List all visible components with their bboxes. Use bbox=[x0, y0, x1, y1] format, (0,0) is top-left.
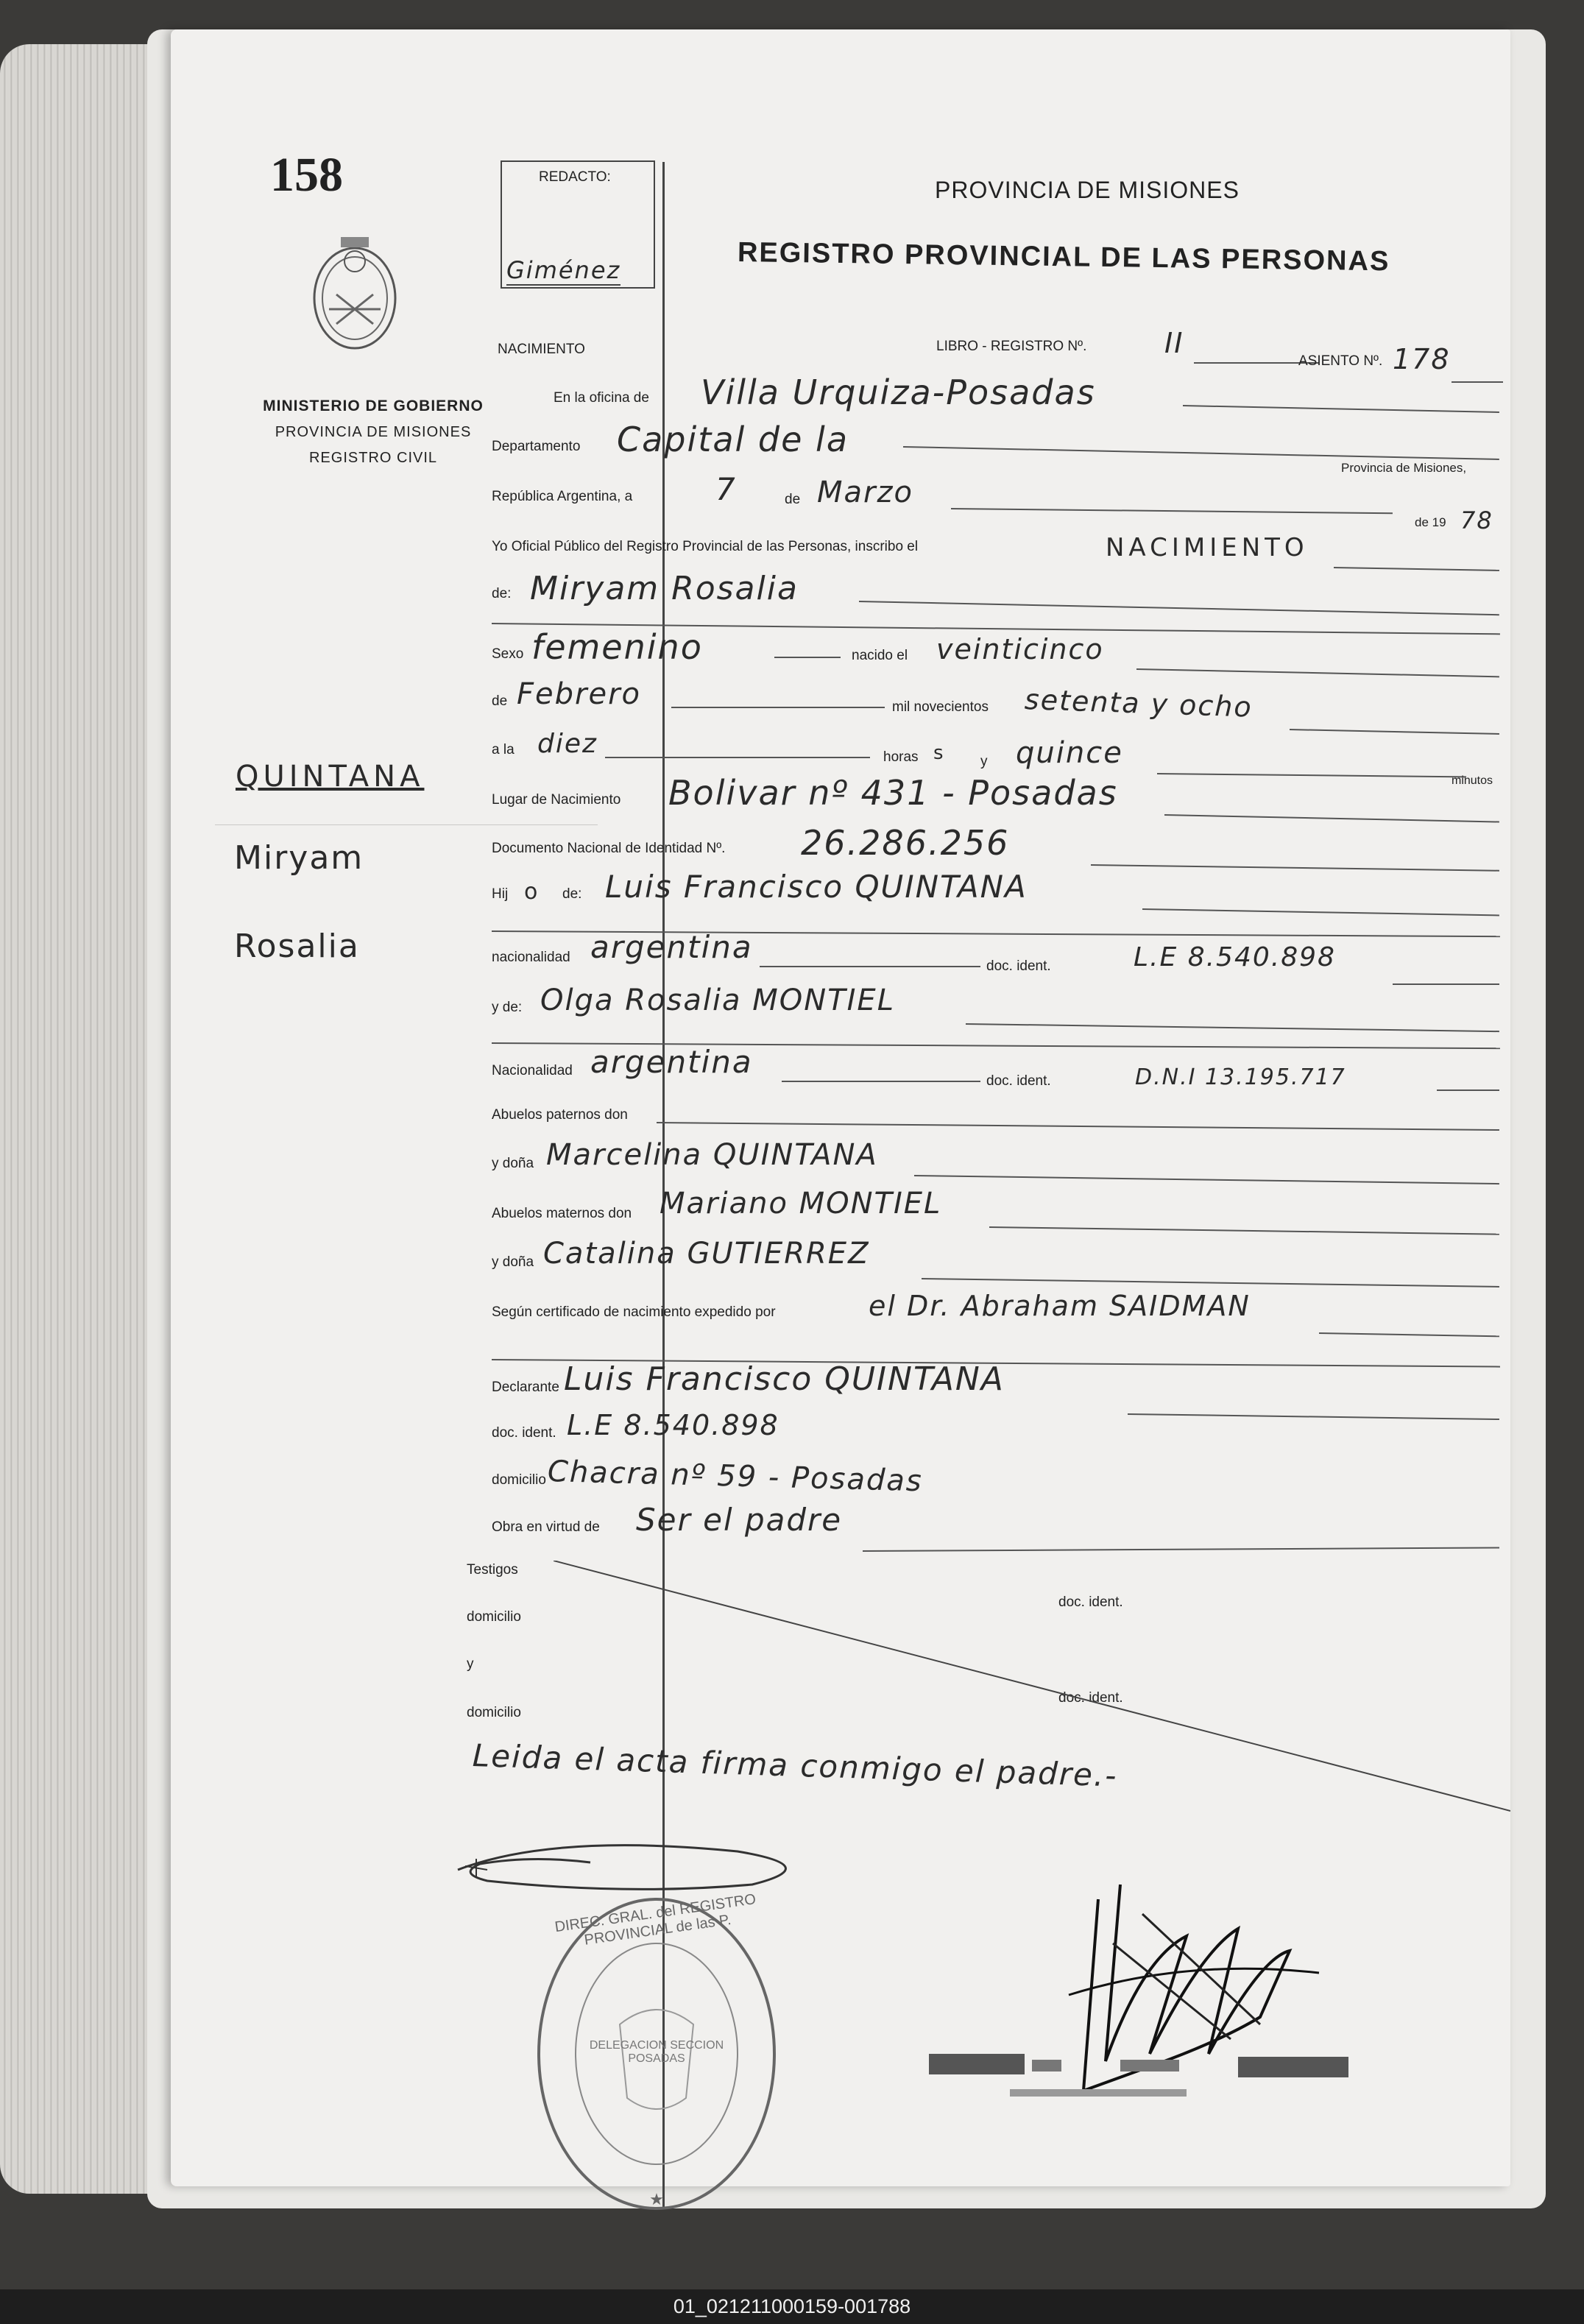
declarante-label: Declarante bbox=[492, 1380, 559, 1395]
testigos-label: Testigos bbox=[467, 1562, 518, 1578]
redacto-value: Giménez bbox=[506, 256, 621, 284]
minutos-value: quince bbox=[1016, 736, 1123, 770]
ala-label: a la bbox=[492, 742, 515, 757]
docident4-label: doc. ident. bbox=[1058, 1594, 1123, 1610]
abuelos-mat-label: Abuelos maternos don bbox=[492, 1206, 632, 1221]
inscribo-value: NACIMIENTO bbox=[1106, 533, 1309, 562]
sexo-value: femenino bbox=[531, 627, 703, 667]
libro-value: II bbox=[1164, 327, 1184, 359]
ministry-line1: MINISTERIO DE GOBIERNO bbox=[263, 398, 484, 414]
de-nombre-label: de: bbox=[492, 586, 512, 601]
asiento-label: ASIENTO Nº. bbox=[1298, 353, 1383, 369]
redacto-label: REDACTO: bbox=[539, 169, 611, 185]
anio-label: de 19 bbox=[1415, 515, 1446, 529]
nacionalidad1-label: nacionalidad bbox=[492, 950, 570, 965]
ministry-block bbox=[215, 398, 531, 467]
domicilio-label: domicilio bbox=[492, 1472, 546, 1488]
ydona2-label: y doña bbox=[492, 1254, 534, 1270]
anio-nac-value: setenta y ocho bbox=[1024, 683, 1254, 724]
nacionalidad2-value: argentina bbox=[590, 1044, 753, 1080]
coat-of-arms-icon bbox=[307, 228, 403, 353]
register-page bbox=[171, 29, 1510, 2208]
abuela-pat-value: Marcelina QUINTANA bbox=[546, 1138, 878, 1172]
stamp-inner-text: DELEGACION SECCION POSADAS bbox=[589, 2039, 724, 2065]
departamento-value: Capital de la bbox=[617, 420, 849, 459]
docident2-value: D.N.I 13.195.717 bbox=[1135, 1064, 1346, 1090]
oficina-label: En la oficina de bbox=[554, 390, 649, 406]
anio-value: 78 bbox=[1460, 506, 1493, 534]
dni-value: 26.286.256 bbox=[801, 823, 1010, 863]
flourish-scribble bbox=[443, 1826, 826, 1899]
domicilio3-label: domicilio bbox=[467, 1705, 521, 1720]
obra-label: Obra en virtud de bbox=[492, 1519, 600, 1535]
nacionalidad2-label: Nacionalidad bbox=[492, 1063, 573, 1078]
svg-text:★: ★ bbox=[649, 2190, 664, 2208]
nacimiento-label: NACIMIENTO bbox=[498, 342, 585, 357]
mes-nac-value: Febrero bbox=[517, 677, 641, 711]
docident3-value: L.E 8.540.898 bbox=[567, 1409, 779, 1441]
provincia-label: Provincia de Misiones, bbox=[1341, 461, 1467, 475]
oficina-value: Villa Urquiza-Posadas bbox=[701, 372, 1096, 412]
sexo-label: Sexo bbox=[492, 646, 524, 662]
margin-name1: Miryam bbox=[234, 839, 364, 877]
stamped-name-block bbox=[929, 2046, 1488, 2105]
hijo-label-a: Hij bbox=[492, 886, 509, 902]
docident1-label: doc. ident. bbox=[986, 958, 1051, 974]
docident1-value: L.E 8.540.898 bbox=[1134, 942, 1336, 972]
horas-suffix: s bbox=[933, 742, 945, 764]
libro-label: LIBRO - REGISTRO Nº. bbox=[936, 339, 1087, 354]
lugar-label: Lugar de Nacimiento bbox=[492, 792, 621, 808]
mes-value: Marzo bbox=[817, 476, 913, 509]
nombre-value: Miryam Rosalia bbox=[530, 570, 799, 607]
image-caption: 01_021211000159-001788 bbox=[0, 2289, 1584, 2324]
registry-title: REGISTRO PROVINCIAL DE LAS PERSONAS bbox=[737, 237, 1390, 278]
stamp-outer-text: DIREC. GRAL. del REGISTRO PROVINCIAL de las P. bbox=[554, 1891, 757, 1949]
mil-label: mil novecientos bbox=[892, 699, 989, 715]
horas-label: horas bbox=[883, 749, 919, 765]
abuelos-pat-label: Abuelos paternos don bbox=[492, 1107, 628, 1123]
lugar-value: Bolivar nº 431 - Posadas bbox=[668, 773, 1118, 813]
ministry-line2: PROVINCIA DE MISIONES bbox=[275, 424, 472, 440]
declarante-value: Luis Francisco QUINTANA bbox=[564, 1360, 1005, 1398]
asiento-value: 178 bbox=[1393, 343, 1451, 375]
y2-label: y bbox=[467, 1656, 474, 1672]
de-label: de bbox=[785, 492, 801, 507]
certificado-value: el Dr. Abraham SAIDMAN bbox=[869, 1290, 1251, 1322]
redacto-box bbox=[501, 160, 655, 289]
nacionalidad1-value: argentina bbox=[590, 929, 753, 965]
province-heading: PROVINCIA DE MISIONES bbox=[935, 177, 1240, 203]
republica-label: República Argentina, a bbox=[492, 489, 633, 504]
leida-value: Leida el acta firma conmigo el padre.- bbox=[472, 1737, 1119, 1794]
docident2-label: doc. ident. bbox=[986, 1073, 1051, 1089]
nacido-label: nacido el bbox=[852, 648, 908, 663]
y-label: y bbox=[980, 754, 988, 769]
docident3-label: doc. ident. bbox=[492, 1425, 556, 1441]
dni-label: Documento Nacional de Identidad Nº. bbox=[492, 841, 726, 856]
de-mes-label: de bbox=[492, 693, 508, 709]
domicilio2-label: domicilio bbox=[467, 1609, 521, 1625]
domicilio-value: Chacra nº 59 - Posadas bbox=[547, 1455, 924, 1499]
departamento-label: Departamento bbox=[492, 439, 581, 454]
ministry-line3: REGISTRO CIVIL bbox=[308, 450, 438, 466]
abuelo-mat-value: Mariano MONTIEL bbox=[660, 1187, 942, 1221]
madre-value: Olga Rosalia MONTIEL bbox=[540, 983, 895, 1017]
dia-value: 7 bbox=[715, 471, 737, 507]
nacido-value: veinticinco bbox=[936, 633, 1104, 665]
hijo-value-o: o bbox=[524, 879, 540, 905]
ydona1-label: y doña bbox=[492, 1156, 534, 1171]
padre-value: Luis Francisco QUINTANA bbox=[605, 869, 1028, 905]
oficial-label: Yo Oficial Público del Registro Provincial de las Personas, inscribo el bbox=[492, 539, 919, 554]
abuela-mat-value: Catalina GUTIERREZ bbox=[543, 1237, 870, 1271]
page-number: 158 bbox=[270, 148, 343, 202]
hijo-label-b: de: bbox=[562, 886, 582, 902]
obra-value: Ser el padre bbox=[636, 1502, 843, 1538]
yde-label: y de: bbox=[492, 1000, 523, 1015]
margin-name2: Rosalia bbox=[234, 928, 360, 965]
margin-surname: QUINTANA bbox=[236, 760, 425, 794]
docident5-label: doc. ident. bbox=[1058, 1690, 1123, 1706]
certificado-label: Según certificado de nacimiento expedido por bbox=[492, 1304, 776, 1320]
hora-value: diez bbox=[537, 729, 598, 759]
minutos-label: minutos bbox=[1452, 774, 1493, 787]
